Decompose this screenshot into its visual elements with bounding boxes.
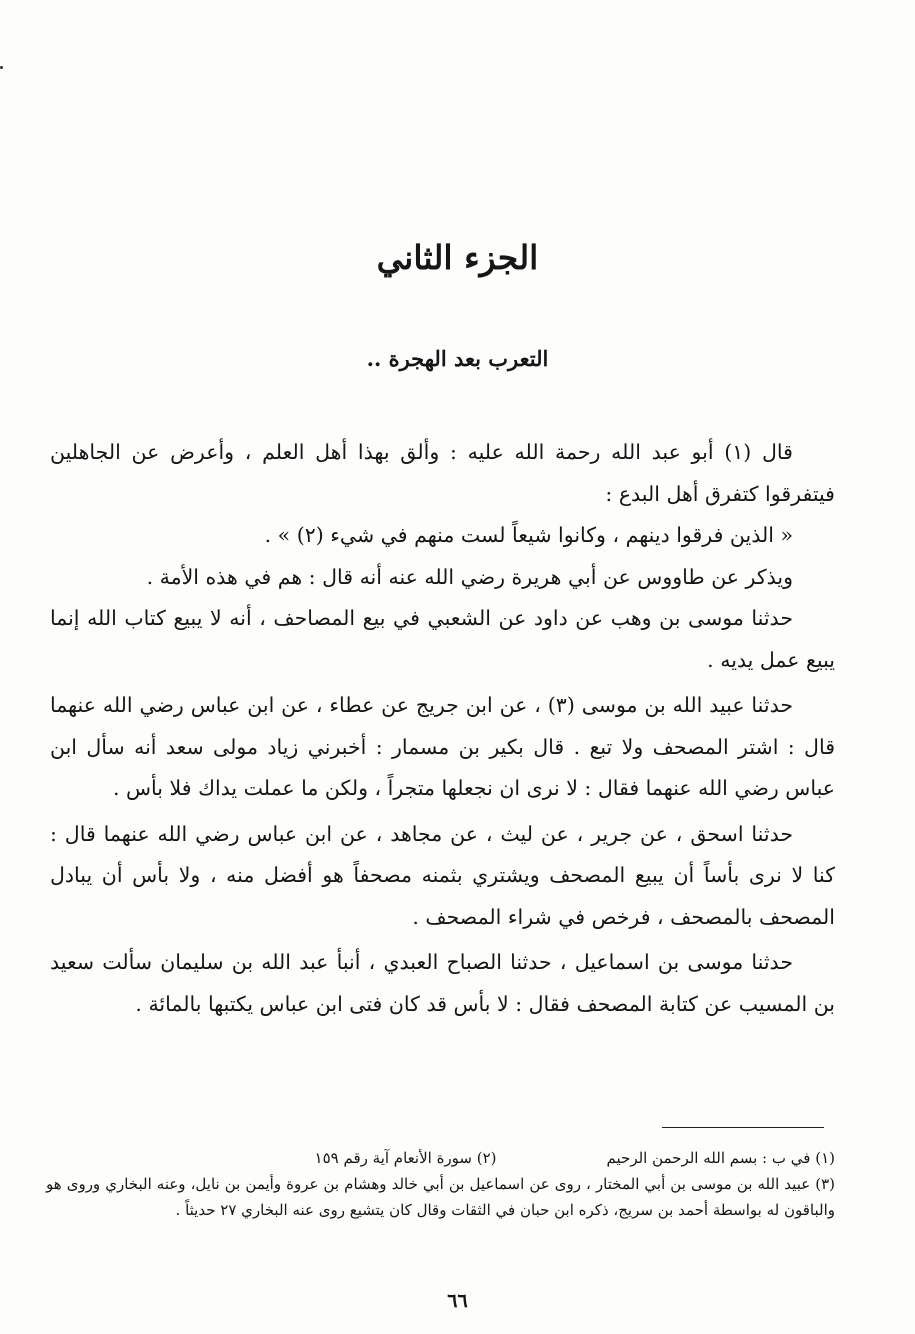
footnote-1: (١) في ب : بسم الله الرحمن الرحيم — [606, 1149, 835, 1167]
paragraph-4: حدثنا موسى بن وهب عن داود عن الشعبي في بيع المصاحف ، أنه لا يبيع كتاب الله إنما يبيع عمل يديه . — [50, 606, 835, 672]
footnote-2: (٢) سورة الأنعام آية رقم ١٥٩ — [314, 1149, 497, 1167]
quran-quote: « الذين فرقوا دينهم ، وكانوا شيعاً لست منهم في شيء (٢) » . — [264, 523, 793, 547]
page-number: ٦٦ — [447, 1290, 468, 1312]
footnotes — [46, 1145, 835, 1223]
paragraph-3: ويذكر عن طاووس عن أبي هريرة رضي الله عنه أنه قال : هم في هذه الأمة . — [146, 564, 793, 589]
footnote-divider — [662, 1127, 824, 1128]
paragraph-7: حدثنا موسى بن اسماعيل ، حدثنا الصباح العبدي ، أنبأ عبد الله بن سليمان سألت سعيد بن المسيب عن كتابة المصحف فقال : لا بأس قد كان فتى ابن عباس يكتبها بالمائة . — [50, 950, 835, 1016]
paragraph-1: قال (١) أبو عبد الله رحمة الله عليه : وألق بهذا أهل العلم ، وأعرض عن الجاهلين فيتفرقوا كتفرق أهل البدع : — [50, 440, 835, 506]
body-text — [50, 432, 835, 1025]
scan-speck — [0, 66, 3, 69]
paragraph-5: حدثنا عبيد الله بن موسى (٣) ، عن ابن جريج عن عطاء ، عن ابن عباس رضي الله عنهما قال : اشتر المصحف ولا تبع . قال بكير بن مسمار : أخبرني زياد مولى سعد أنه سأل ابن عباس رضي الله عنهما فقال : لا نرى ان نجعلها متجراً ، ولكن ما عملت يداك فلا بأس . — [50, 693, 835, 800]
section-title: التعرب بعد الهجرة .. — [366, 346, 549, 371]
footnote-3: (٣) عبيد الله بن موسى بن أبي المختار ، روى عن اسماعيل بن أبي خالد وهشام بن عروة وأيمن بن نايل، وعنه البخاري وروى هو والباقون له بواسطة أحمد بن سريج، ذكره ابن حبان في الثقات وقال كان يتشيع روى عنه البخاري ٢٧ حديثاً . — [46, 1175, 835, 1219]
paragraph-6: حدثنا اسحق ، عن جرير ، عن ليث ، عن مجاهد ، عن ابن عباس رضي الله عنهما قال : كنا لا نرى بأساً أن يبيع المصحف ويشتري بثمنه مصحفاً هو أفضل منه ، ولا بأس أن يبادل المصحف بالمصحف ، فرخص في شراء المصحف . — [50, 821, 835, 929]
footnote-line-1 — [46, 1145, 835, 1171]
part-title: الجزء الثاني — [376, 238, 539, 277]
